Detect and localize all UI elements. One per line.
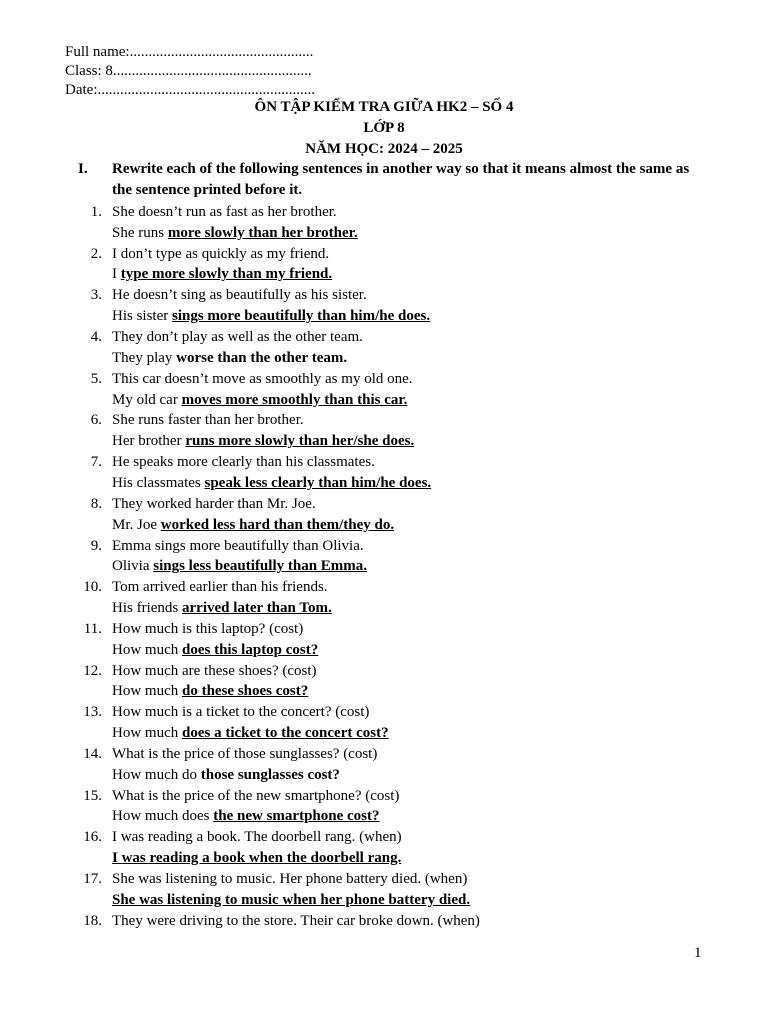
section-instruction: Rewrite each of the following sentences in another way so that it means almost the same as the sentence printed before it. [112, 161, 690, 198]
item-question: They don’t play as well as the other team. [112, 329, 363, 346]
answer-prefix: Her brother [112, 433, 186, 450]
answer-text: moves more smoothly than this car. [181, 391, 408, 408]
date-line: Date:.......................................................... [65, 82, 315, 98]
school-year-title: NĂM HỌC: 2024 – 2025 [305, 141, 463, 157]
exercise-item [78, 327, 718, 369]
answer-text: sings more beautifully than him/he does. [172, 308, 431, 325]
item-number: 13. [83, 704, 102, 721]
exercise-item [78, 410, 718, 452]
item-question: They were driving to the store. Their car broke down. (when) [112, 912, 480, 929]
item-question: How much is a ticket to the concert? (cost) [112, 704, 370, 721]
answer-text: worse than the other team. [176, 349, 348, 366]
item-question: He speaks more clearly than his classmates. [112, 454, 375, 471]
exercise-item [78, 452, 718, 494]
exercise-item [78, 911, 718, 953]
answer-text: the new smartphone cost? [213, 808, 380, 825]
item-number: 2. [90, 245, 102, 262]
item-answer-line [112, 723, 389, 744]
item-answer-line [112, 473, 431, 494]
answer-prefix: His friends [112, 599, 182, 616]
answer-prefix: I [112, 266, 121, 283]
item-number: 18. [83, 912, 102, 929]
item-question: She doesn’t run as fast as her brother. [112, 204, 337, 220]
answer-prefix: How much do [112, 766, 201, 783]
answer-prefix: My old car [112, 391, 182, 408]
item-answer-line [112, 556, 367, 577]
answer-text: She was listening to music when her phone battery died. [112, 891, 471, 908]
item-question: She runs faster than her brother. [112, 412, 304, 429]
item-answer-line [112, 765, 340, 786]
exercise-item [78, 494, 718, 536]
answer-prefix: Mr. Joe [112, 516, 161, 533]
item-answer-line [112, 390, 407, 411]
exercise-item [78, 786, 718, 828]
answer-text: arrived later than Tom. [182, 599, 332, 616]
item-question: I was reading a book. The doorbell rang. (when) [112, 829, 402, 846]
answer-prefix: His sister [112, 308, 172, 325]
item-number: 3. [90, 287, 102, 304]
item-number: 7. [90, 454, 102, 471]
item-answer-line [112, 806, 380, 827]
item-number: 15. [83, 787, 102, 804]
full-name-line: Full name:................................................. [65, 44, 314, 60]
answer-text: speak less clearly than him/he does. [204, 474, 432, 491]
item-number: 9. [90, 537, 102, 554]
answer-text: type more slowly than my friend. [120, 266, 333, 283]
exercise-item [78, 369, 718, 411]
item-question: This car doesn’t move as smoothly as my old one. [112, 370, 413, 387]
exercise-item [78, 661, 718, 703]
item-number: 8. [90, 495, 102, 512]
item-number: 1. [90, 204, 102, 220]
item-number: 4. [90, 329, 102, 346]
answer-prefix: She runs [112, 224, 168, 241]
item-question: He doesn’t sing as beautifully as his sister. [112, 287, 367, 304]
answer-prefix: They play [112, 349, 177, 366]
exercise-item [78, 702, 718, 744]
document-title: ÔN TẬP KIỂM TRA GIỮA HK2 – SỐ 4 [254, 99, 514, 115]
item-number: 5. [90, 370, 102, 387]
item-number: 12. [83, 662, 102, 679]
item-question: What is the price of those sunglasses? (cost) [112, 745, 378, 762]
exercise-item [78, 869, 718, 911]
exercise-item [78, 577, 718, 619]
exercise-item [78, 202, 718, 244]
answer-prefix: How much [112, 683, 182, 700]
answer-text: does this laptop cost? [182, 641, 319, 658]
item-question: How much are these shoes? (cost) [112, 662, 317, 679]
item-answer-line [112, 890, 470, 911]
answer-prefix: His classmates [112, 474, 205, 491]
item-answer-line [112, 598, 332, 619]
page-number: 1 [694, 945, 702, 961]
exercise-item [78, 285, 718, 327]
exercise-item [78, 827, 718, 869]
item-question: What is the price of the new smartphone? (cost) [112, 787, 400, 804]
item-question: They worked harder than Mr. Joe. [112, 495, 316, 512]
answer-text: do these shoes cost? [182, 683, 309, 700]
answer-text: more slowly than her brother. [167, 224, 358, 241]
exercise-list [78, 202, 718, 952]
answer-text: those sunglasses cost? [200, 766, 340, 783]
answer-text: sings less beautifully than Emma. [153, 558, 368, 575]
answer-prefix: How much does [112, 808, 214, 825]
item-answer-line [112, 681, 308, 702]
section-numeral: I. [78, 161, 88, 177]
answer-text: runs more slowly than her/she does. [185, 433, 415, 450]
answer-prefix: How much [112, 641, 182, 658]
item-question: I don’t type as quickly as my friend. [112, 245, 330, 262]
grade-title: LỚP 8 [363, 120, 405, 136]
answer-prefix: How much [112, 725, 182, 742]
item-number: 11. [83, 620, 102, 637]
item-answer-line [112, 431, 414, 452]
item-question: How much is this laptop? (cost) [112, 620, 304, 637]
item-answer-line [112, 223, 358, 244]
item-question: Emma sings more beautifully than Olivia. [112, 537, 364, 554]
exercise-item [78, 619, 718, 661]
answer-prefix: Olivia [112, 558, 154, 575]
answer-text: does a ticket to the concert cost? [182, 725, 389, 742]
exercise-item [78, 744, 718, 786]
item-question: Tom arrived earlier than his friends. [112, 579, 328, 596]
exercise-item [78, 244, 718, 286]
answer-text: I was reading a book when the doorbell rang. [112, 850, 402, 867]
item-number: 6. [90, 412, 102, 429]
item-answer-line [112, 348, 347, 369]
item-number: 14. [83, 745, 102, 762]
exercise-item [78, 536, 718, 578]
item-answer-line [112, 640, 318, 661]
item-number: 17. [83, 871, 102, 887]
item-number: 10. [83, 579, 102, 596]
item-answer-line [112, 306, 430, 327]
class-line: Class: 8..................................................... [65, 63, 312, 79]
answer-text: worked less hard than them/they do. [160, 516, 395, 533]
item-answer-line [112, 848, 401, 869]
item-answer-line [112, 515, 394, 536]
item-question: She was listening to music. Her phone battery died. (when) [112, 871, 468, 887]
item-number: 16. [83, 829, 102, 846]
item-answer-line [112, 264, 332, 285]
